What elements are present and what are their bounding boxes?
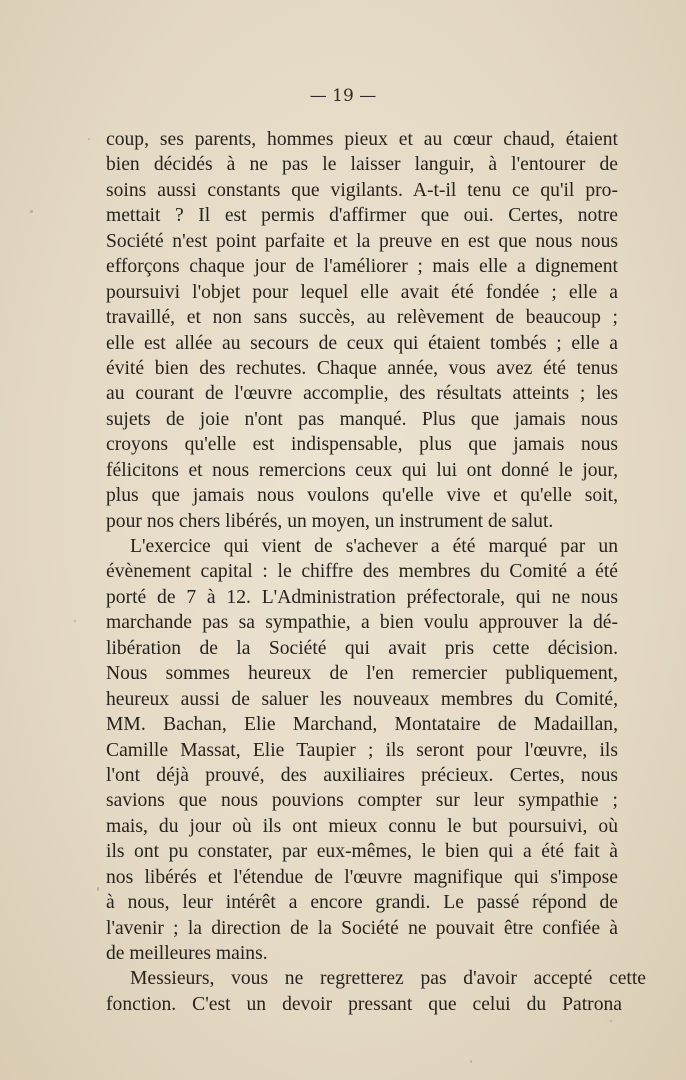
text-line-25: Camille Massat, Elie Taupier ; ils seront pour l'œuvre, ils <box>106 739 618 761</box>
page-number: — 19 — <box>309 86 377 106</box>
paper-speck <box>470 1060 472 1063</box>
paper-speck <box>97 887 99 891</box>
text-line-26: l'ont déjà prouvé, des auxiliaires précieux. Certes, nous <box>106 764 618 786</box>
text-line-20: marchande pas sa sympathie, a bien voulu approuver la dé- <box>106 612 618 634</box>
text-line-5: Société n'est point parfaite et la preuve en est que nous nous <box>106 230 618 252</box>
text-line-3: soins aussi constants que vigilants. A-t-il tenu ce qu'il pro- <box>106 179 618 201</box>
text-line-19: porté de 7 à 12. L'Administration préfectorale, qui ne nous <box>106 586 618 608</box>
text-line-13: croyons qu'elle est indispensable, plus que jamais nous <box>106 434 618 456</box>
text-line-17: L'exercice qui vient de s'achever a été marqué par un <box>130 536 618 557</box>
text-line-4: mettait ? Il est permis d'affirmer que oui. Certes, notre <box>106 205 618 227</box>
text-line-28: mais, du jour où ils ont mieux connu le but poursuivi, où <box>106 815 618 837</box>
paper-speck <box>610 1020 612 1022</box>
paper-speck <box>88 138 90 140</box>
text-line-31: à nous, leur intérêt a encore grandi. Le passé répond de <box>106 892 618 914</box>
text-line-29: ils ont pu constater, par eux-mêmes, le bien qui a été fait à <box>106 841 618 863</box>
text-line-11: au courant de l'œuvre accomplie, des résultats atteints ; les <box>106 383 618 405</box>
text-line-9: elle est allée au secours de ceux qui étaient tombés ; elle a <box>106 332 618 354</box>
text-line-16: pour nos chers libérés, un moyen, un instrument de salut. <box>106 510 554 532</box>
paper-speck <box>74 620 76 622</box>
text-line-1: coup, ses parents, hommes pieux et au cœur chaud, étaient <box>106 129 618 150</box>
text-line-2: bien décidés à ne pas le laisser languir, à l'entourer de <box>106 154 618 176</box>
text-line-8: travaillé, et non sans succès, au relèvement de beaucoup ; <box>106 307 618 329</box>
text-line-30: nos libérés et l'étendue de l'œuvre magnifique qui s'impose <box>106 866 618 888</box>
text-line-23: heureux aussi de saluer les nouveaux membres du Comité, <box>106 688 618 710</box>
text-line-35: fonction. C'est un devoir pressant que celui du Patrona <box>106 993 622 1015</box>
text-line-12: sujets de joie n'ont pas manqué. Plus que jamais nous <box>106 408 618 430</box>
body-text <box>106 127 646 1017</box>
text-line-18: évènement capital : le chiffre des membres du Comité a été <box>106 561 618 583</box>
text-line-33: de meilleures mains. <box>106 943 268 964</box>
text-line-14: félicitons et nous remercions ceux qui lui ont donné le jour, <box>106 459 618 481</box>
text-line-27: savions que nous pouvions compter sur leur sympathie ; <box>106 790 618 812</box>
text-line-32: l'avenir ; la direction de la Société ne pouvait être confiée à <box>106 917 618 939</box>
text-line-6: efforçons chaque jour de l'améliorer ; mais elle a dignement <box>106 256 618 278</box>
text-line-34: Messieurs, vous ne regretterez pas d'avoir accepté cette <box>130 968 646 990</box>
text-line-10: évité bien des rechutes. Chaque année, vous avez été tenus <box>106 357 618 379</box>
text-line-7: poursuivi l'objet pour lequel elle avait été fondée ; elle a <box>106 281 618 303</box>
text-line-15: plus que jamais nous voulons qu'elle vive et qu'elle soit, <box>106 485 618 507</box>
paper-speck <box>30 210 33 213</box>
text-line-21: libération de la Société qui avait pris cette décision. <box>106 637 618 659</box>
text-line-24: MM. Bachan, Elie Marchand, Montataire de Madaillan, <box>106 714 618 736</box>
text-line-22: Nous sommes heureux de l'en remercier publiquement, <box>106 663 618 685</box>
